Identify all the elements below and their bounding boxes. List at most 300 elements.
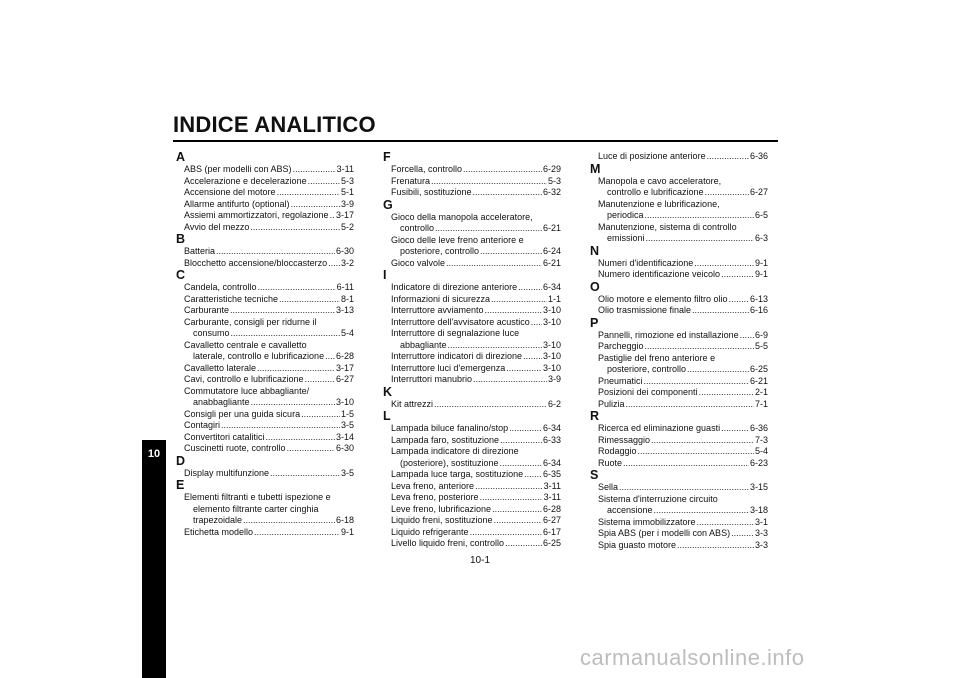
index-entry-text: (posteriore), sostituzione xyxy=(400,457,499,468)
index-entry-page: 3-15 xyxy=(749,482,768,492)
dot-leader xyxy=(729,294,749,306)
index-entry-text: Pannelli, rimozione ed installazione xyxy=(598,329,739,340)
index-entry-text: Convertitori catalitici xyxy=(184,431,265,442)
index-entry[interactable] xyxy=(383,527,561,539)
index-entry-page: 6-9 xyxy=(754,329,768,340)
index-entry[interactable] xyxy=(176,305,354,317)
dot-leader xyxy=(505,538,542,550)
dot-leader xyxy=(500,435,542,447)
dot-leader xyxy=(328,258,340,270)
index-entry[interactable] xyxy=(176,492,354,527)
index-entry-page: 6-21 xyxy=(749,375,768,386)
dot-leader xyxy=(301,409,340,421)
dot-leader xyxy=(651,435,754,447)
index-entry-page: 6-36 xyxy=(749,151,768,161)
index-entry-text: Frenatura xyxy=(391,175,431,186)
index-column-3 xyxy=(590,151,768,551)
index-entry[interactable] xyxy=(176,222,354,234)
dot-leader xyxy=(654,505,749,517)
index-entry[interactable] xyxy=(176,294,354,306)
index-entry-text: Sistema immobilizzatore xyxy=(598,516,696,527)
dot-leader xyxy=(626,399,754,411)
index-entry-page: 6-27 xyxy=(542,515,561,525)
index-entry-text: posteriore, controllo xyxy=(607,364,687,374)
index-entry[interactable] xyxy=(176,199,354,211)
index-entry-page: 3-9 xyxy=(547,374,561,384)
index-entry[interactable] xyxy=(383,374,561,386)
index-entry-page: 3-11 xyxy=(543,480,561,491)
index-entry-page: 3-10 xyxy=(542,305,561,315)
index-entry-page: 6-32 xyxy=(542,187,561,197)
index-entry[interactable] xyxy=(176,187,354,199)
dot-leader xyxy=(473,374,547,386)
dot-leader xyxy=(492,504,542,516)
index-entry-text: Ruote xyxy=(598,457,623,468)
dot-leader xyxy=(721,269,754,281)
index-entry-text: Sistema d'interruzione circuito xyxy=(598,493,718,504)
index-entry-page: 8-1 xyxy=(340,293,354,304)
index-entry[interactable] xyxy=(383,317,561,329)
index-entry[interactable] xyxy=(590,540,768,552)
index-entry[interactable] xyxy=(590,269,768,281)
index-entry[interactable] xyxy=(176,176,354,188)
index-entry[interactable] xyxy=(383,538,561,550)
index-entry-text: Indicatore di direzione anteriore xyxy=(391,282,518,292)
index-entry[interactable] xyxy=(383,469,561,481)
index-entry[interactable] xyxy=(383,481,561,493)
index-entry-text: Cavalletto centrale e cavalletto xyxy=(184,339,307,350)
index-letter-heading: O xyxy=(590,279,600,294)
index-entry-page: 6-11 xyxy=(336,282,354,292)
index-entry-page: 6-13 xyxy=(749,293,768,304)
index-entry-page: 5-3 xyxy=(547,175,561,186)
dot-leader xyxy=(645,210,754,222)
dot-leader xyxy=(677,540,754,552)
dot-leader xyxy=(470,527,542,539)
dot-leader xyxy=(500,458,542,470)
index-entry-text: Ricerca ed eliminazione guasti xyxy=(598,423,721,433)
index-entry-page: 6-18 xyxy=(335,515,354,525)
index-entry-text: Rodaggio xyxy=(598,446,637,456)
index-entry-page: 6-5 xyxy=(754,210,768,220)
index-entry-text: Posizioni dei componenti xyxy=(598,387,698,397)
index-entry-text: consumo xyxy=(193,328,230,338)
index-entry-page: 9-1 xyxy=(340,526,354,537)
index-entry-text: Interruttore avviamento xyxy=(391,305,484,315)
index-entry-page: 6-33 xyxy=(542,434,561,445)
index-entry[interactable] xyxy=(383,294,561,306)
index-column-1 xyxy=(176,151,354,538)
index-letter-heading: G xyxy=(383,197,393,212)
index-entry[interactable] xyxy=(176,409,354,421)
index-entry-text: Allarme antifurto (optional) xyxy=(184,198,290,209)
index-letter-heading: N xyxy=(590,243,600,258)
index-entry-text: Blocchetto accensione/bloccasterzo xyxy=(184,257,328,268)
dot-leader xyxy=(473,187,542,199)
index-entry-page: 5-3 xyxy=(340,175,354,186)
dot-leader xyxy=(619,482,749,494)
index-entry-text: Consigli per una guida sicura xyxy=(184,408,301,419)
index-letter-heading: M xyxy=(590,161,601,176)
index-entry[interactable] xyxy=(590,294,768,306)
index-letter-heading: R xyxy=(590,409,600,423)
index-entry-text: Interruttore dell'avvisatore acustico xyxy=(391,316,530,327)
index-entry-page: 3-3 xyxy=(754,539,768,550)
index-entry-text: Informazioni di sicurezza xyxy=(391,293,491,304)
index-entry-text: Fusibili, sostituzione xyxy=(391,187,472,197)
index-entry-text: periodica xyxy=(607,210,644,220)
index-entry[interactable] xyxy=(383,187,561,199)
index-entry[interactable] xyxy=(590,528,768,540)
index-entry-text: Forcella, controllo xyxy=(391,164,463,174)
index-entry[interactable] xyxy=(590,305,768,317)
index-entry-text: posteriore, controllo xyxy=(400,246,480,256)
index-entry-text: Accelerazione e decelerazione xyxy=(184,175,307,186)
index-entry[interactable] xyxy=(176,386,354,409)
index-entry-page: 9-1 xyxy=(754,269,768,279)
index-entry-text: Liquido refrigerante xyxy=(391,526,469,537)
index-entry-text: Olio motore e elemento filtro olio xyxy=(598,293,728,304)
index-entry-page: 5-2 xyxy=(340,221,354,232)
index-entry-page: 6-36 xyxy=(749,423,768,433)
index-column-2 xyxy=(383,151,561,550)
index-entry[interactable] xyxy=(590,482,768,494)
index-entry[interactable] xyxy=(590,399,768,411)
dot-leader xyxy=(523,351,542,363)
index-entry-page: 6-17 xyxy=(542,526,561,537)
index-entry[interactable] xyxy=(383,164,561,176)
index-entry-page: 6-30 xyxy=(335,246,354,256)
index-entry-text: Etichetta modello xyxy=(184,526,254,537)
index-letter-heading: I xyxy=(383,268,387,282)
dot-leader xyxy=(266,432,335,444)
index-entry-text: Cavi, controllo e lubrificazione xyxy=(184,374,304,384)
index-entry-text: Gioco valvole xyxy=(391,257,446,268)
index-entry-page: 1-5 xyxy=(340,408,354,419)
index-entry-page: 3-10 xyxy=(542,316,561,327)
index-entry-page: 6-24 xyxy=(542,246,561,256)
index-entry-text: Avvio del mezzo xyxy=(184,221,250,232)
index-entry[interactable] xyxy=(383,435,561,447)
index-entry[interactable] xyxy=(590,176,768,199)
index-entry-page: 6-28 xyxy=(542,503,561,514)
index-entry-text: Pulizia xyxy=(598,398,625,409)
index-entry[interactable] xyxy=(590,199,768,222)
index-entry-page: 6-28 xyxy=(335,351,354,361)
index-entry-text: Leva freno, posteriore xyxy=(391,492,479,502)
index-entry-text: Numeri d'identificazione xyxy=(598,257,694,268)
dot-leader xyxy=(707,151,749,163)
index-entry-page: 6-16 xyxy=(749,305,768,315)
index-entry-text: Interruttore luci d'emergenza xyxy=(391,362,506,373)
index-entry-page: 3-17 xyxy=(335,210,354,220)
dot-leader xyxy=(257,363,335,375)
index-entry[interactable] xyxy=(590,494,768,517)
index-entry[interactable] xyxy=(590,330,768,342)
dot-leader xyxy=(697,517,754,529)
index-entry[interactable] xyxy=(383,446,561,469)
index-letter-heading: F xyxy=(383,150,391,164)
index-entry-page: 6-34 xyxy=(542,423,561,433)
dot-leader xyxy=(431,176,547,188)
dot-leader xyxy=(463,164,542,176)
index-entry-text: accensione xyxy=(607,505,653,515)
dot-leader xyxy=(721,423,749,435)
index-entry-text: Lampada indicatore di direzione xyxy=(391,446,519,456)
index-entry-page: 3-2 xyxy=(340,257,354,268)
index-entry[interactable] xyxy=(383,212,561,235)
index-letter-heading: S xyxy=(590,468,599,482)
chapter-tab-number: 10 xyxy=(147,448,161,460)
index-entry-page: 7-3 xyxy=(754,434,768,445)
dot-leader xyxy=(731,528,754,540)
watermark: carmanualsonline.info xyxy=(580,645,805,670)
index-entry-text: Sella xyxy=(598,482,619,492)
index-entry[interactable] xyxy=(176,282,354,294)
index-entry-page: 3-10 xyxy=(542,351,561,361)
index-entry-text: Manutenzione e lubrificazione, xyxy=(598,198,720,209)
index-entry-text: Leva freno, anteriore xyxy=(391,480,475,491)
dot-leader xyxy=(448,340,542,352)
index-entry-text: Rimessaggio xyxy=(598,434,651,445)
index-entry-text: Carburante xyxy=(184,305,230,315)
dot-leader xyxy=(623,458,749,470)
index-entry-text: Interruttore indicatori di direzione xyxy=(391,351,523,361)
index-entry[interactable] xyxy=(176,527,354,539)
index-entry-text: Interruttori manubrio xyxy=(391,374,473,384)
index-entry[interactable] xyxy=(590,258,768,270)
dot-leader xyxy=(699,387,754,399)
dot-leader xyxy=(644,376,749,388)
dot-leader xyxy=(687,364,749,376)
index-entry[interactable] xyxy=(176,443,354,455)
index-entry[interactable] xyxy=(176,246,354,258)
dot-leader xyxy=(231,328,340,340)
index-entry-text: laterale, controllo e lubrificazione xyxy=(193,351,325,361)
index-entry-page: 5-1 xyxy=(340,187,354,197)
index-entry[interactable] xyxy=(383,504,561,516)
index-entry-page: 6-2 xyxy=(547,398,561,409)
index-letter-heading: P xyxy=(590,315,599,330)
index-entry-text: Luce di posizione anteriore xyxy=(598,151,706,161)
dot-leader xyxy=(435,223,542,235)
index-entry-page: 5-4 xyxy=(340,328,354,338)
dot-leader xyxy=(243,515,335,527)
index-entry-page: 3-3 xyxy=(754,528,768,538)
index-letter-heading: L xyxy=(383,409,391,423)
index-entry[interactable] xyxy=(383,282,561,294)
index-entry-page: 6-25 xyxy=(749,364,768,374)
index-entry[interactable] xyxy=(590,376,768,388)
index-entry-page: 6-25 xyxy=(542,538,561,548)
index-entry[interactable] xyxy=(590,151,768,163)
index-entry-text: Elementi filtranti e tubetti ispezione e xyxy=(184,492,331,502)
index-entry[interactable] xyxy=(590,423,768,435)
index-entry-text: Assiemi ammortizzatori, regolazione xyxy=(184,210,329,220)
dot-leader xyxy=(308,176,340,188)
dot-leader xyxy=(518,282,542,294)
index-entry[interactable] xyxy=(590,435,768,447)
index-entry[interactable] xyxy=(590,446,768,458)
index-entry-text: Liquido freni, sostituzione xyxy=(391,515,493,525)
page-number: 10-1 xyxy=(469,555,490,566)
index-entry[interactable] xyxy=(176,340,354,363)
index-entry-text: ABS (per modelli con ABS) xyxy=(184,164,292,174)
index-entry[interactable] xyxy=(176,432,354,444)
index-entry-text: Caratteristiche tecniche xyxy=(184,293,279,304)
index-entry[interactable] xyxy=(590,517,768,529)
index-entry-text: emissioni xyxy=(607,233,645,243)
index-entry-page: 6-34 xyxy=(542,282,561,292)
index-entry-page: 6-27 xyxy=(335,374,354,384)
index-entry-page: 6-35 xyxy=(542,469,561,479)
index-entry-page: 6-34 xyxy=(542,457,561,468)
dot-leader xyxy=(250,222,340,234)
dot-leader xyxy=(491,294,547,306)
index-entry[interactable] xyxy=(383,258,561,270)
index-entry-text: anabbagliante xyxy=(193,397,250,407)
index-entry-page: 6-27 xyxy=(749,187,768,197)
index-entry-page: 3-17 xyxy=(335,362,354,373)
dot-leader xyxy=(279,294,340,306)
dot-leader xyxy=(293,164,336,176)
index-entry[interactable] xyxy=(176,468,354,480)
dot-leader xyxy=(446,258,542,270)
dot-leader xyxy=(645,341,754,353)
index-entry[interactable] xyxy=(383,363,561,375)
index-entry-page: 6-30 xyxy=(335,443,354,453)
index-entry-text: Lampada faro, sostituzione xyxy=(391,434,500,445)
index-entry-text: Lampada luce targa, sostituzione xyxy=(391,469,524,479)
index-entry[interactable] xyxy=(590,387,768,399)
index-entry[interactable] xyxy=(176,420,354,432)
index-entry[interactable] xyxy=(176,374,354,386)
title-rule xyxy=(173,140,778,142)
index-entry[interactable] xyxy=(590,341,768,353)
dot-leader xyxy=(216,246,335,258)
index-entry-page: 6-23 xyxy=(749,457,768,468)
index-entry-text: Commutatore luce abbagliante/ xyxy=(184,385,310,396)
index-entry-page: 6-21 xyxy=(542,257,561,268)
dot-leader xyxy=(480,246,542,258)
index-entry-text: Livello liquido freni, controllo xyxy=(391,538,505,548)
index-entry-page: 6-21 xyxy=(542,223,561,233)
index-entry-text: abbagliante xyxy=(400,339,447,350)
dot-leader xyxy=(277,187,340,199)
index-entry[interactable] xyxy=(383,235,561,258)
index-entry-page: 9-1 xyxy=(754,257,768,268)
index-entry[interactable] xyxy=(176,317,354,340)
index-entry[interactable] xyxy=(383,515,561,527)
index-entry-page: 3-14 xyxy=(335,431,354,442)
index-entry[interactable] xyxy=(176,258,354,270)
index-entry[interactable] xyxy=(383,176,561,188)
index-entry-text: Numero identificazione veicolo xyxy=(598,269,721,279)
index-entry-text: trapezoidale xyxy=(193,515,243,525)
index-entry[interactable] xyxy=(176,164,354,176)
dot-leader xyxy=(230,305,335,317)
index-entry-text: Accensione del motore xyxy=(184,187,276,197)
dot-leader xyxy=(480,492,543,504)
dot-leader xyxy=(740,330,754,342)
index-entry-text: Manopola e cavo acceleratore, xyxy=(598,175,722,186)
index-entry[interactable] xyxy=(383,399,561,411)
index-entry-page: 3-18 xyxy=(749,505,768,515)
index-entry-text: controllo e lubrificazione xyxy=(607,187,704,197)
index-entry-page: 6-3 xyxy=(754,233,768,243)
index-entry-page: 3-10 xyxy=(542,339,561,350)
index-entry[interactable] xyxy=(590,353,768,376)
index-entry-text: Candela, controllo xyxy=(184,282,257,292)
index-entry-page: 7-1 xyxy=(754,398,768,409)
index-entry[interactable] xyxy=(176,363,354,375)
index-entry[interactable] xyxy=(383,492,561,504)
index-entry-page: 3-5 xyxy=(340,467,354,478)
dot-leader xyxy=(434,399,547,411)
dot-leader xyxy=(509,423,542,435)
index-entry-text: Olio trasmissione finale xyxy=(598,305,692,315)
index-letter-heading: K xyxy=(383,384,393,399)
dot-leader xyxy=(291,199,340,211)
index-entry-text: controllo xyxy=(400,223,435,233)
index-entry-page: 3-11 xyxy=(543,492,561,502)
dot-leader xyxy=(330,210,335,222)
dot-leader xyxy=(254,527,340,539)
index-letter-heading: D xyxy=(176,453,186,468)
index-entry-text: Cuscinetti ruote, controllo xyxy=(184,443,286,453)
dot-leader xyxy=(221,420,340,432)
dot-leader xyxy=(506,363,542,375)
dot-leader xyxy=(485,305,542,317)
dot-leader xyxy=(692,305,749,317)
index-entry-text: Display multifunzione xyxy=(184,467,270,478)
index-entry-page: 5-4 xyxy=(754,446,768,456)
dot-leader xyxy=(524,469,542,481)
index-entry-text: Cavalletto laterale xyxy=(184,362,257,373)
index-entry-text: Batteria xyxy=(184,246,216,256)
dot-leader xyxy=(287,443,335,455)
index-entry-text: Pastiglie del freno anteriore e xyxy=(598,352,716,363)
dot-leader xyxy=(305,374,335,386)
dot-leader xyxy=(531,317,542,329)
dot-leader xyxy=(251,397,335,409)
index-entry[interactable] xyxy=(590,458,768,470)
index-entry-page: 1-1 xyxy=(547,293,561,304)
index-entry[interactable] xyxy=(383,351,561,363)
index-entry[interactable] xyxy=(383,423,561,435)
index-entry[interactable] xyxy=(383,328,561,351)
index-entry-text: Pneumatici xyxy=(598,375,643,386)
index-entry[interactable] xyxy=(590,222,768,245)
index-entry-text: Lampada biluce fanalino/stop xyxy=(391,423,509,433)
index-entry-text: Contagiri xyxy=(184,420,221,430)
index-entry-text: Leve freno, lubrificazione xyxy=(391,503,492,514)
index-letter-heading: B xyxy=(176,232,186,246)
index-entry-text: Spia guasto motore xyxy=(598,539,677,550)
dot-leader xyxy=(638,446,754,458)
dot-leader xyxy=(646,233,754,245)
index-entry-page: 3-1 xyxy=(754,516,768,527)
index-entry-text: Manutenzione, sistema di controllo xyxy=(598,221,737,232)
index-letter-heading: C xyxy=(176,268,186,282)
index-entry[interactable] xyxy=(383,305,561,317)
index-entry-page: 3-9 xyxy=(340,198,354,209)
index-entry[interactable] xyxy=(176,210,354,222)
dot-leader xyxy=(258,282,336,294)
page-title: INDICE ANALITICO xyxy=(173,112,376,137)
index-entry-text: Gioco delle leve freno anteriore e xyxy=(391,234,524,245)
dot-leader xyxy=(270,468,340,480)
